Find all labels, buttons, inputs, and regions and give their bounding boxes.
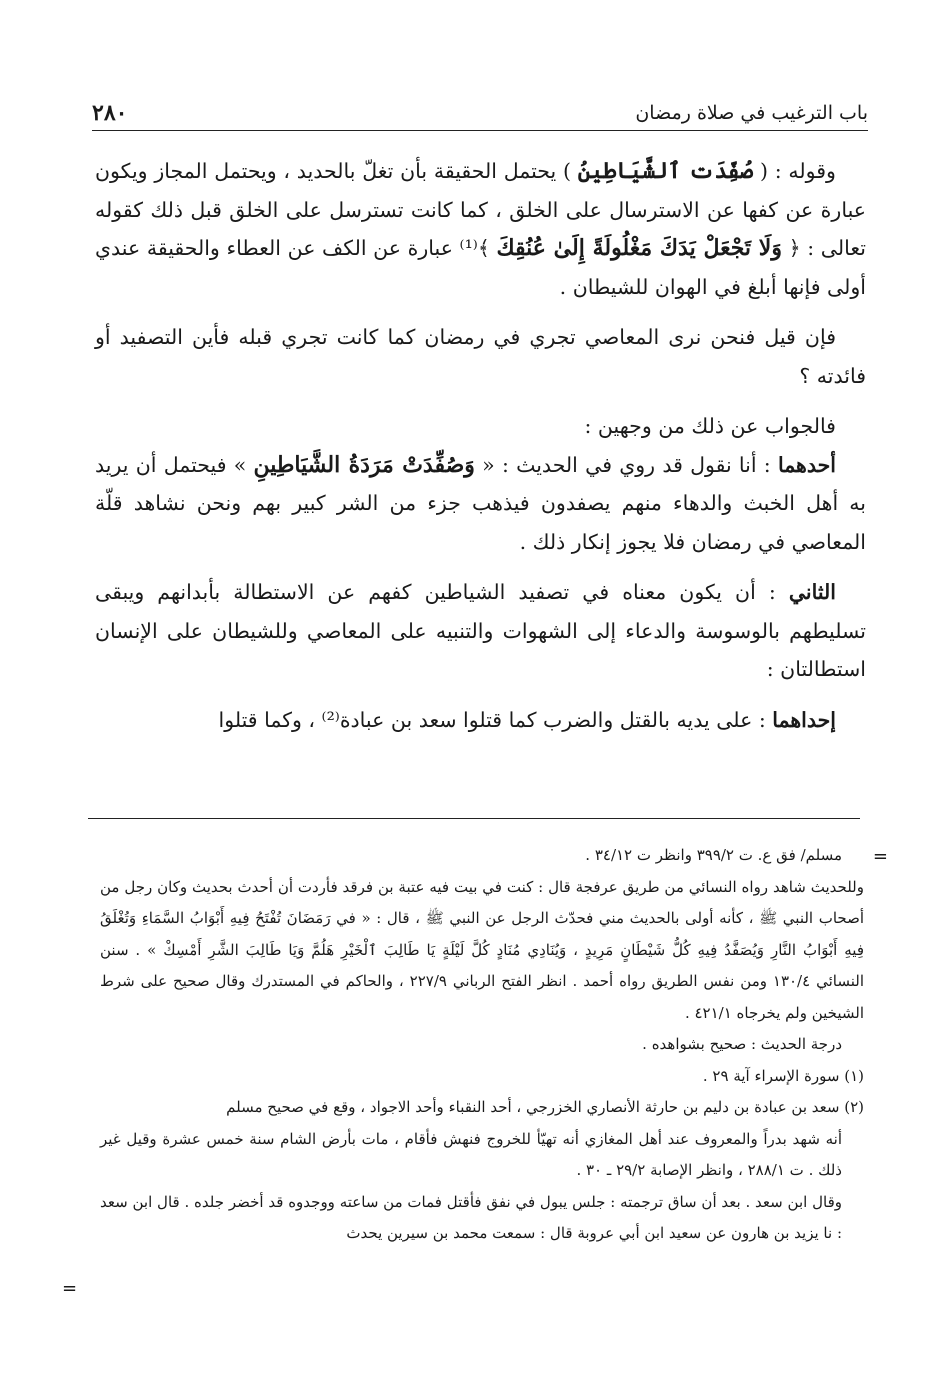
footnote-1: (١) سورة الإسراء آية ٢٩ . [702, 1066, 864, 1085]
page-number: ٢٨٠ [92, 100, 128, 126]
p6-text: : على يديه بالقتل والضرب كما قتلوا سعد بن عبادة⁽²⁾ ، وكما قتلوا [218, 707, 766, 732]
main-text [95, 152, 866, 751]
p4-text-b: » فيحتمل أن يريد به أهل الخبث والدهاء منهم يصفدون فيذهب جزء من الشر كبير بهم ونحن نشاهد قلّة المعاصي في رمضان فلا يجوز إنكار ذلك . [95, 452, 866, 554]
footnotes [100, 840, 864, 1250]
paragraph-3: فالجواب عن ذلك من وجهين : [584, 414, 836, 438]
continuation-mark-bottom: = [62, 1278, 78, 1299]
continuation-mark-top: = [872, 846, 888, 867]
footnote-2-rest: أنه شهد بدراً والمعروف عند أهل المغازي أنه تهيّأ للخروج فنهش فأقام ، مات بأرض الشام سنة خمس عشرة وقيل غير ذلك . ت ٢٨٨/١ ، وانظر الإصابة ٢٩/٢ ـ ٣٠ . [100, 1129, 842, 1179]
paragraph-6 [95, 701, 866, 740]
paragraph-4 [95, 446, 866, 562]
paragraph-5 [95, 573, 866, 689]
page-header [92, 96, 868, 131]
p1-text-a: وقوله : ( [760, 159, 836, 183]
p4-quote: وَصُفِّدَتْ مَرَدَةُ الشَّيَاطِينِ [253, 451, 475, 478]
p1-text-c: ﴾⁽¹⁾ عبارة عن الكف عن العطاء والحقيقة عندي أولى فإنها أبلغ في الهوان للشيطان . [95, 236, 866, 299]
running-title: باب الترغيب في صلاة رمضان [635, 102, 868, 124]
p5-text: : أن يكون معناه في تصفيد الشياطين كفهم عن الاستطالة بأبدانهم ويبقى تسليطهم بالوسوسة والدعاء إلى الشهوات والتنبيه على المعاصي وللشيطان على الإنسان استطالتان : [95, 580, 866, 681]
paragraph-1 [95, 152, 866, 306]
footnote-2-continued: وقال ابن سعد . بعد أن ساق ترجمته : جلس يبول في نفق فأقتل فمات من ساعته ووجدوه قد أخضر جلده . قال ابن سعد : نا يزيد بن هارون عن سعيد ابن أبي عروبة قال : سمعت محمد بن سيرين يحدث [100, 1192, 842, 1242]
paragraph-2: فإن قيل فنحن نرى المعاصي تجري في رمضان كما كانت تجري قبله فأين التصفيد أو فائدته ؟ [95, 325, 866, 388]
p1-text-b: ) يحتمل الحقيقة بأن تغلّ بالحديد ، ويحتمل المجاز ويكون عبارة عن كفها عن الاسترسال على الخلق ، كما كانت تسترسل على الخلق قبل ذلك كقوله تعالى : ﴿ [95, 159, 866, 260]
p1-quote: صُفِّدَت ٱلشَّيَاطِينُ [577, 158, 754, 184]
p4-text-a: : أنا نقول قد روي في الحديث : « [482, 452, 771, 477]
footnote-continued-line: مسلم/ فق ع. ت ٣٩٩/٢ وانظر ت ٣٤/١٢ . [585, 846, 842, 864]
p1-quran-quote: وَلَا تَجْعَلْ يَدَكَ مَغْلُولَةً إِلَىٰ عُنُقِكَ [496, 235, 782, 261]
p6-keyword: إحداهما [772, 707, 836, 732]
footnote-grade: درجة الحديث : صحيح بشواهده . [642, 1035, 842, 1053]
footnote-separator [88, 818, 860, 819]
footnote-continued-paragraph: وللحديث شاهد رواه النسائي من طريق عرفجة قال : كنت في بيت فيه عتبة بن فرقد فأردت أن أحدث بحديث وكان رجل من أصحاب النبي ﷺ ، كأنه أولى بالحديث مني فحدّث الرجل عن النبي ﷺ ، قال : « في رَمَضَانَ تُفْتَحُ فِيهِ أَبْوَابُ السَّمَاءِ وَتُغْلَقُ فِيهِ أَبْوَابُ النَّارِ وَيُصَفَّدُ فِيهِ كُلُّ شَيْطَانٍ مَرِيدٍ ، وَيُنَادِي مُنَادٍ كُلَّ لَيْلَةٍ يَا طَالِبَ ٱلْخَيْرِ هَلُمَّ وَيَا طَالِبَ الشَّرِ أَمْسِكْ » . سنن النسائي ١٣٠/٤ ومن نفس الطريق رواه أحمد . انظر الفتح الرباني ٢٢٧/٩ ، والحاكم في المستدرك وقال صحيح على شرط الشيخين ولم يخرجاه ٤٢١/١ . [100, 877, 864, 1022]
p5-keyword: الثاني [788, 580, 836, 604]
p4-keyword: أحدهما [777, 452, 836, 477]
footnote-2-first-line: (٢) سعد بن عبادة بن دليم بن حارثة الأنصاري الخزرجي ، أحد النقباء وأحد الاجواد ، وقع في صحيح مسلم [226, 1098, 864, 1116]
